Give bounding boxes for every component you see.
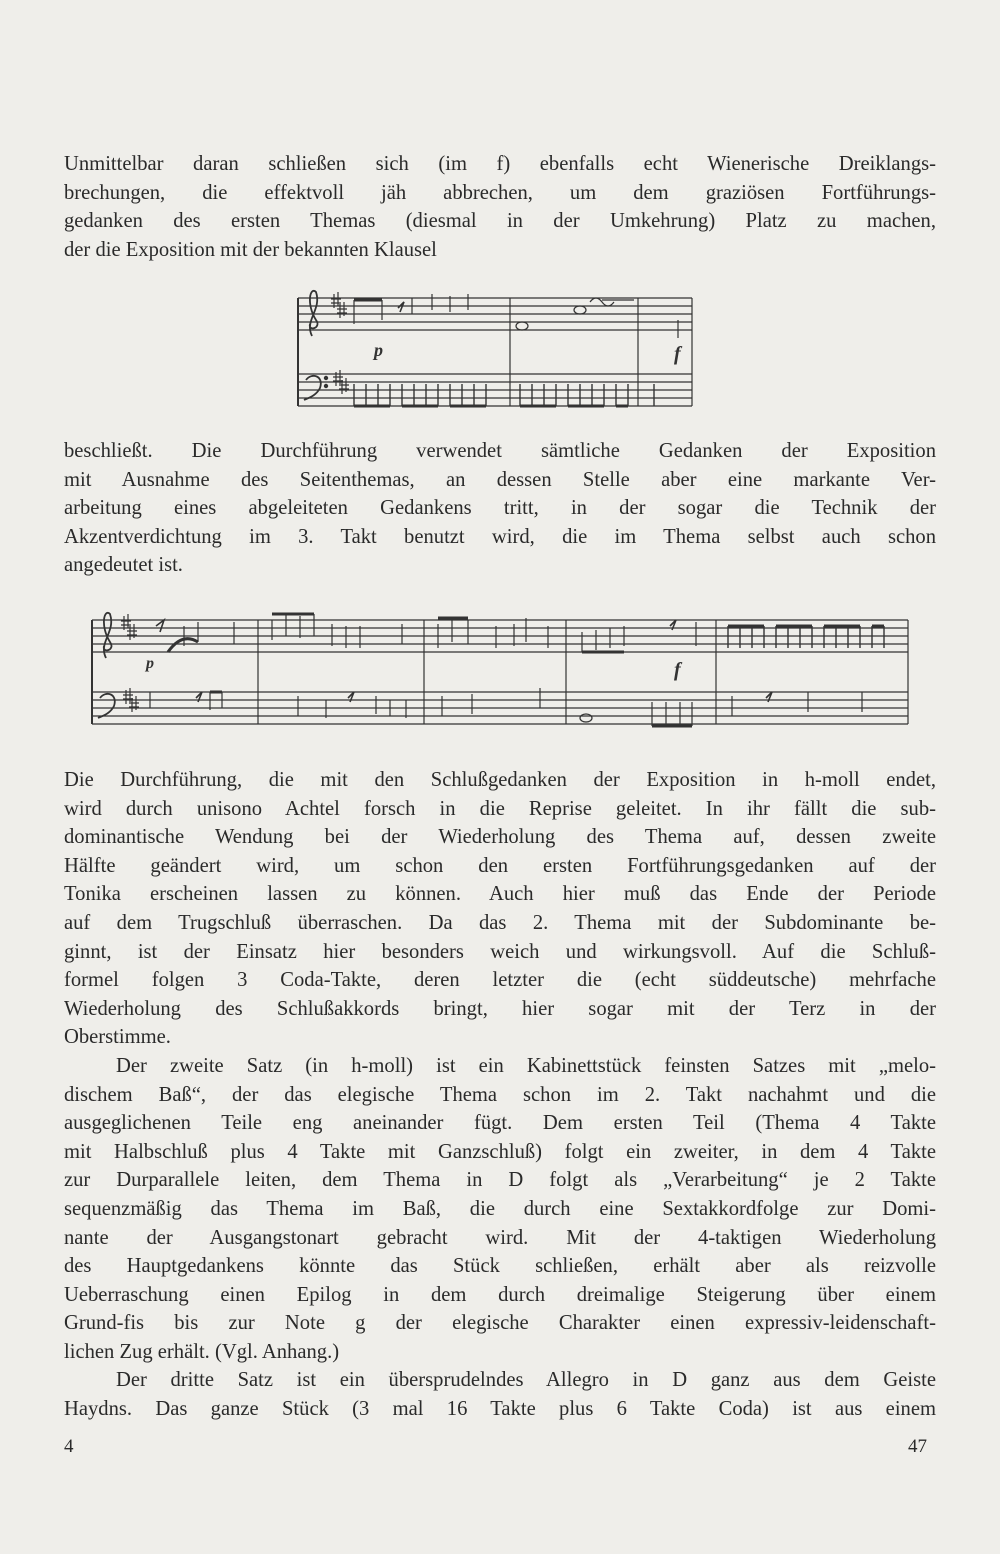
text-line: dominantische Wendung bei der Wiederholung des Thema auf, dessen zweite xyxy=(64,826,936,849)
text-line: sequenzmäßig das Thema im Baß, die durch eine Sextakkordfolge zur Domi- xyxy=(64,1197,936,1220)
text-line: ginnt, ist der Einsatz hier besonders weich und wirkungsvoll. Auf die Schluß- xyxy=(64,940,936,963)
text-line: der die Exposition mit der bekannten Klausel xyxy=(64,238,437,261)
text-line: zur Durparallele leiten, dem Thema in D folgt als „Verarbeitung“ je 2 Takte xyxy=(64,1169,936,1192)
dynamic-forte: f xyxy=(674,343,681,365)
text-line: auf dem Trugschluß überraschen. Da das 2. Thema mit der Subdominante be- xyxy=(64,911,936,934)
text-line: lichen Zug erhält. (Vgl. Anhang.) xyxy=(64,1340,340,1363)
text-line: Der zweite Satz (in h-moll) ist ein Kabinettstück feinsten Satzes mit „melo- xyxy=(116,1055,936,1077)
text-line: Akzentverdichtung im 3. Takt benutzt wird, die im Thema selbst auch schon xyxy=(64,525,936,548)
dynamic-forte: f xyxy=(674,659,681,681)
text-line: angedeutet ist. xyxy=(64,554,183,577)
paragraph-1 xyxy=(64,150,936,264)
text-line: gedanken des ersten Themas (diesmal in der Umkehrung) Platz zu machen, xyxy=(64,210,936,233)
text-line: Unmittelbar daran schließen sich (im f) ebenfalls echt Wienerische Dreiklangs- xyxy=(64,153,936,175)
text-line: Hälfte geändert wird, um schon den ersten Fortführungsgedanken auf der xyxy=(64,854,936,877)
text-line: Der dritte Satz ist ein übersprudelndes Allegro in D ganz aus dem Geiste xyxy=(116,1369,936,1391)
page-number: 47 xyxy=(908,1436,927,1457)
text-line: mit Ausnahme des Seitenthemas, an dessen Stelle aber eine markante Ver- xyxy=(64,468,936,491)
music-notation-2 xyxy=(86,596,916,756)
music-example-1 xyxy=(282,280,702,420)
music-example-2 xyxy=(86,596,916,756)
dynamic-piano: p xyxy=(146,655,154,672)
text-line: mit Halbschluß plus 4 Takte mit Ganzschluß) folgt ein zweiter, in dem 4 Takte xyxy=(64,1140,936,1163)
dynamic-piano: p xyxy=(374,340,383,360)
text-line: wird durch unisono Achtel forsch in die Reprise geleitet. In ihr fällt die sub- xyxy=(64,797,936,820)
text-line: nante der Ausgangstonart gebracht wird. Mit der 4-taktigen Wiederholung xyxy=(64,1226,936,1249)
text-line: Oberstimme. xyxy=(64,1026,171,1049)
text-line: Haydns. Das ganze Stück (3 mal 16 Takte plus 6 Takte Coda) ist aus einem xyxy=(64,1397,936,1420)
text-line: ausgeglichenen Teile eng aneinander fügt. Dem ersten Teil (Thema 4 Takte xyxy=(64,1112,936,1135)
paragraph-4 xyxy=(64,1052,936,1367)
signature-mark: 4 xyxy=(64,1436,74,1457)
text-line: arbeitung eines abgeleiteten Gedankens tritt, in der sogar die Technik der xyxy=(64,497,936,520)
text-line: formel folgen 3 Coda-Takte, deren letzter die (echt süddeutsche) mehrfache xyxy=(64,969,936,992)
text-line: Grund-fis bis zur Note g der elegische Charakter einen expressiv-leidenschaft- xyxy=(64,1312,936,1335)
text-line: Wiederholung des Schlußakkords bringt, hier sogar mit der Terz in der xyxy=(64,997,936,1020)
text-line: brechungen, die effektvoll jäh abbrechen, um dem graziösen Fortführungs- xyxy=(64,181,936,204)
text-line: des Hauptgedankens könnte das Stück schließen, erhält aber als reizvolle xyxy=(64,1255,936,1278)
paragraph-2 xyxy=(64,437,936,580)
text-line: Tonika erscheinen lassen zu können. Auch hier muß das Ende der Periode xyxy=(64,883,936,906)
text-line: Ueberraschung einen Epilog in dem durch dreimalige Steigerung über einem xyxy=(64,1283,936,1306)
paragraph-3 xyxy=(64,766,936,1052)
text-line: dischem Baß“, der das elegische Thema schon im 2. Takt nachahmt und die xyxy=(64,1083,936,1106)
paragraph-5 xyxy=(64,1366,936,1423)
text-line: Die Durchführung, die mit den Schlußgedanken der Exposition in h-moll endet, xyxy=(64,769,936,791)
text-line: beschließt. Die Durchführung verwendet sämtliche Gedanken der Exposition xyxy=(64,440,936,462)
music-notation-1 xyxy=(282,280,702,420)
